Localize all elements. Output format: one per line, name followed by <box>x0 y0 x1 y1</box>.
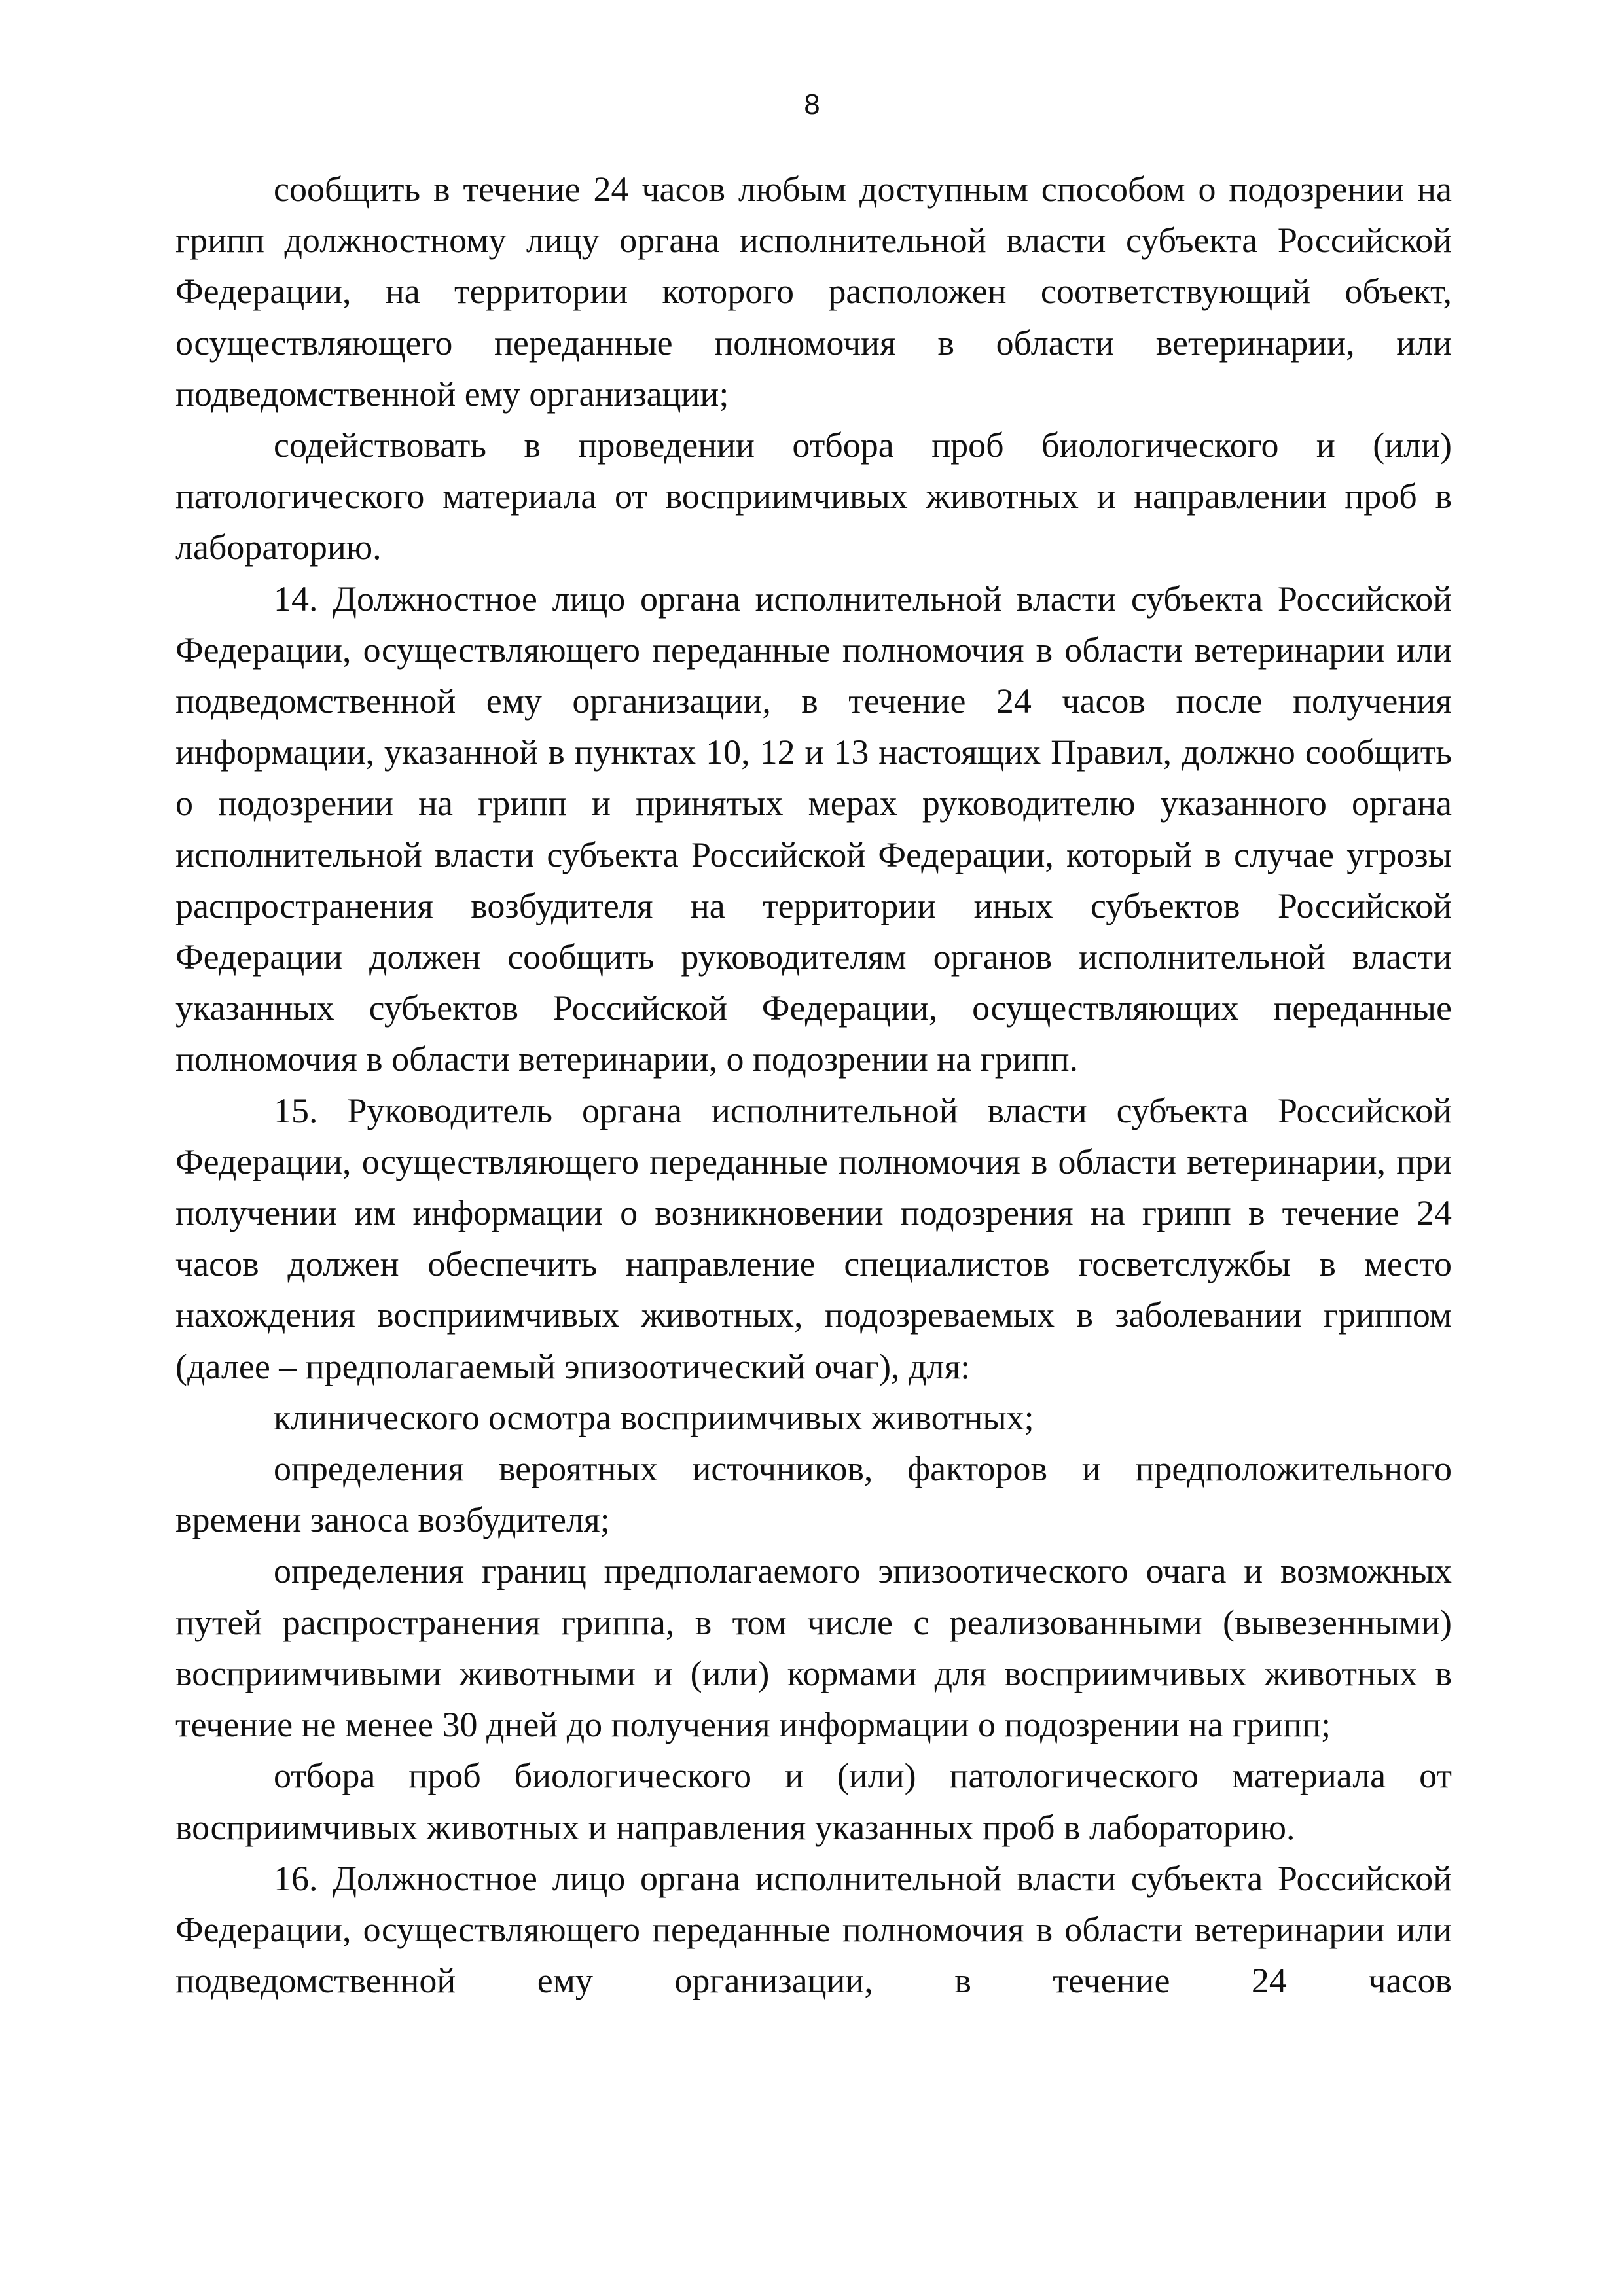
paragraph-item-16: 16. Должностное лицо органа исполнительной власти субъекта Российской Федерации, осуществляющего переданные полномочия в области ветеринарии или подведомственной ему организации, в течение 24 часов <box>175 1858 1452 2001</box>
paragraph-boundaries: определения границ предполагаемого эпизоотического очага и возможных путей распространения гриппа, в том числе с реализованными (вывезенными) восприимчивыми животными и (или) кормами для восприимчивых животных в течение не менее 30 дней до получения информации о подозрении на грипп; <box>175 1551 1452 1745</box>
paragraph-report-suspicion: сообщить в течение 24 часов любым доступным способом о подозрении на грипп должностному лицу органа исполнительной власти субъекта Российской Федерации, на территории которого расположен соответствующий объект, осуществляющего переданные полномочия в области ветеринарии, или подведомственной ему организации; <box>175 170 1452 414</box>
document-body <box>175 164 1452 2006</box>
paragraph-sampling: отбора проб биологического и (или) патологического материала от восприимчивых животных и направления указанных проб в лабораторию. <box>175 1756 1452 1847</box>
paragraph-item-15: 15. Руководитель органа исполнительной власти субъекта Российской Федерации, осуществляющего переданные полномочия в области ветеринарии, при получении им информации о возникновении подозрения на грипп в течение 24 часов должен обеспечить направление специалистов госветслужбы в место нахождения восприимчивых животных, подозреваемых в заболевании гриппом (далее – предполагаемый эпизоотический очаг), для: <box>175 1090 1452 1386</box>
paragraph-sources: определения вероятных источников, факторов и предположительного времени заноса возбудителя; <box>175 1449 1452 1540</box>
paragraph-assist-sampling: содействовать в проведении отбора проб биологического и (или) патологического материала от восприимчивых животных и направлении проб в лабораторию. <box>175 425 1452 567</box>
paragraph-item-14: 14. Должностное лицо органа исполнительной власти субъекта Российской Федерации, осуществляющего переданные полномочия в области ветеринарии или подведомственной ему организации, в течение 24 часов после получения информации, указанной в пунктах 10, 12 и 13 настоящих Правил, должно сообщить о подозрении на грипп и принятых мерах руководителю указанного органа исполнительной власти субъекта Российской Федерации, который в случае угрозы распространения возбудителя на территории иных субъектов Российской Федерации должен сообщить руководителям органов исполнительной власти указанных субъектов Российской Федерации, осуществляющих переданные полномочия в области ветеринарии, о подозрении на грипп. <box>175 579 1452 1079</box>
paragraph-clinical-exam: клинического осмотра восприимчивых животных; <box>274 1397 1034 1437</box>
page-number: 8 <box>804 88 820 120</box>
